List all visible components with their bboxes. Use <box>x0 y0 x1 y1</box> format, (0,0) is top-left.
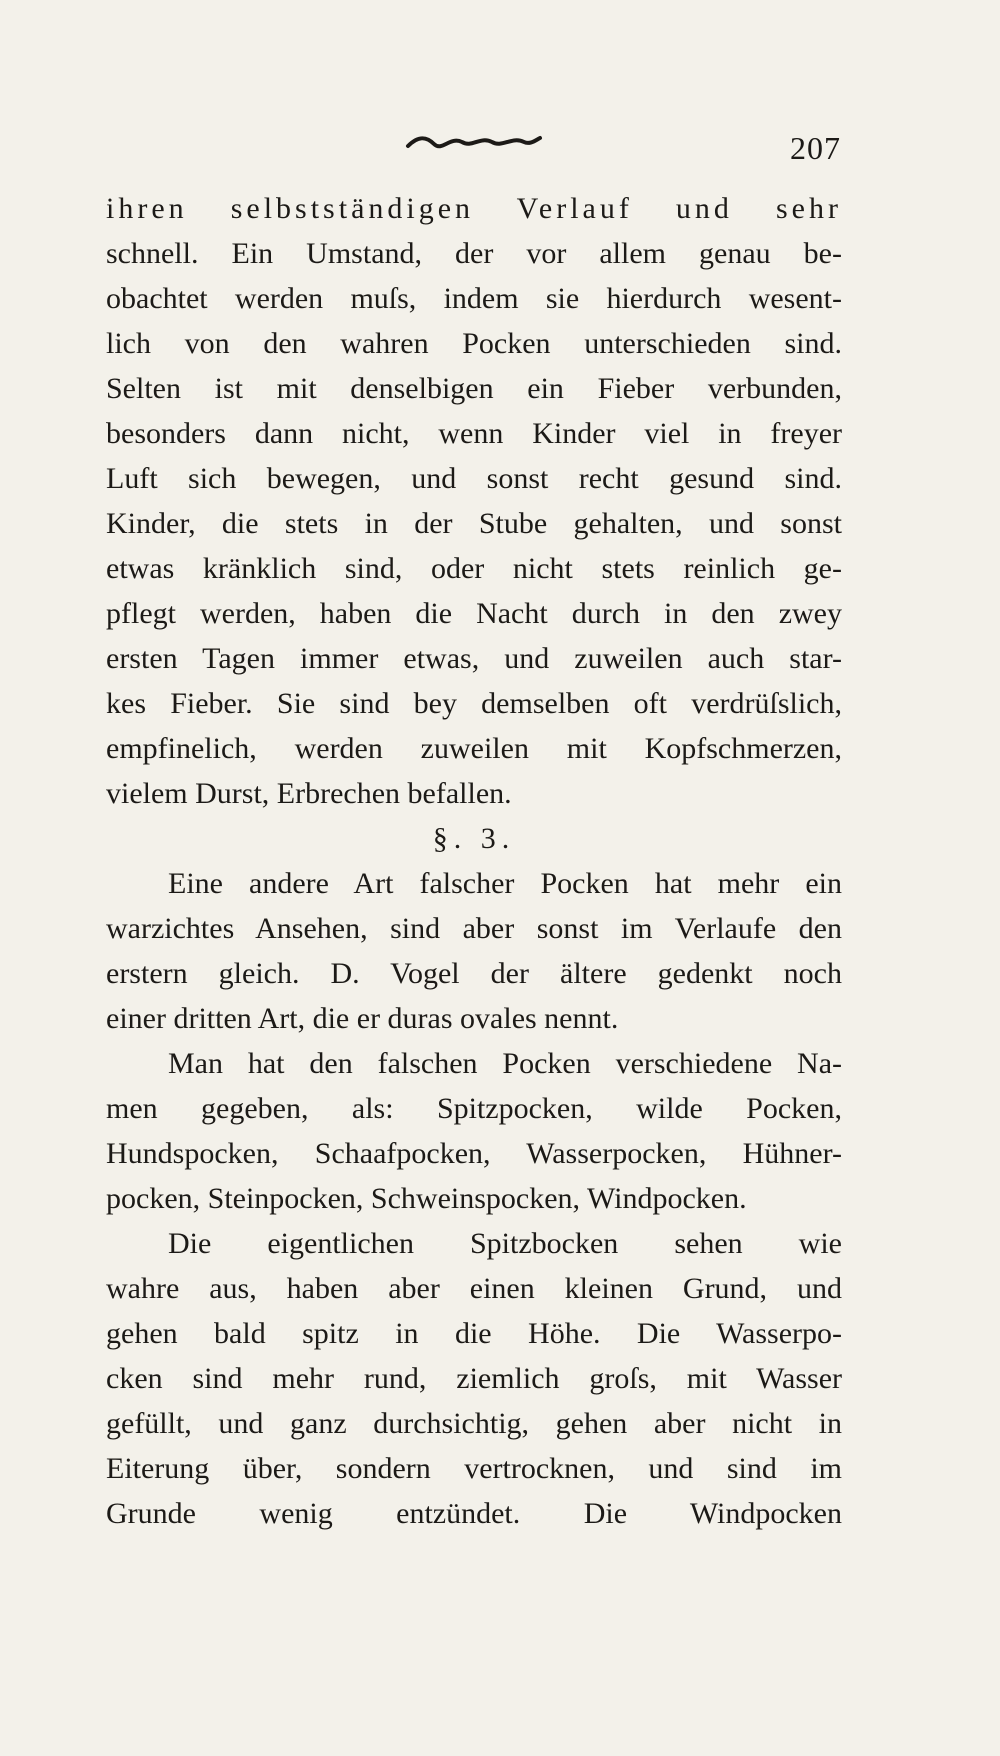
text-line: schnell. Ein Umstand, der vor allem genau be- <box>106 237 842 270</box>
text-line: empfinelich, werden zuweilen mit Kopfschmerzen, <box>106 732 842 765</box>
text-line: Selten ist mit denselbigen ein Fieber verbunden, <box>106 372 842 405</box>
text-line: pflegt werden, haben die Nacht durch in den zwey <box>106 597 842 630</box>
text-line: Grunde wenig entzündet. Die Windpocken <box>106 1497 842 1530</box>
text-line: obachtet werden muſs, indem sie hierdurch wesent- <box>106 282 842 315</box>
text-line: vielem Durst, Erbrechen befallen. <box>106 777 512 810</box>
text-line: cken sind mehr rund, ziemlich groſs, mit Wasser <box>106 1362 842 1395</box>
page-header <box>0 128 1000 168</box>
text-line: gehen bald spitz in die Höhe. Die Wasserpo- <box>106 1317 842 1350</box>
text-line: kes Fieber. Sie sind bey demselben oft verdrüſslich, <box>106 687 842 720</box>
text-line: ersten Tagen immer etwas, und zuweilen auch star- <box>106 642 842 675</box>
body-text <box>106 186 842 1536</box>
section-heading: §. 3. <box>432 822 516 855</box>
text-line: besonders dann nicht, wenn Kinder viel in freyer <box>106 417 842 450</box>
page-number: 207 <box>790 130 841 166</box>
text-line: Luft sich bewegen, und sonst recht gesund sind. <box>106 462 842 495</box>
text-line: ihren selbstständigen Verlauf und sehr <box>106 192 842 225</box>
wavy-ornament-icon <box>404 132 544 154</box>
text-line: Die eigentlichen Spitzbocken sehen wie <box>168 1227 842 1260</box>
text-line: gefüllt, und ganz durchsichtig, gehen aber nicht in <box>106 1407 842 1440</box>
text-line: etwas kränklich sind, oder nicht stets reinlich ge- <box>106 552 842 585</box>
text-line: einer dritten Art, die er duras ovales nennt. <box>106 1002 619 1035</box>
text-line: Eiterung über, sondern vertrocknen, und sind im <box>106 1452 842 1485</box>
text-line: erstern gleich. D. Vogel der ältere gedenkt noch <box>106 957 842 990</box>
text-line: Man hat den falschen Pocken verschiedene Na- <box>168 1047 842 1080</box>
text-line: lich von den wahren Pocken unterschieden sind. <box>106 327 842 360</box>
text-line: men gegeben, als: Spitzpocken, wilde Pocken, <box>106 1092 842 1125</box>
text-line: Hundspocken, Schaafpocken, Wasserpocken, Hühner- <box>106 1137 842 1170</box>
text-line: wahre aus, haben aber einen kleinen Grund, und <box>106 1272 842 1305</box>
text-line: Eine andere Art falscher Pocken hat mehr ein <box>168 867 842 900</box>
text-line: pocken, Steinpocken, Schweinspocken, Windpocken. <box>106 1182 747 1215</box>
text-line: Kinder, die stets in der Stube gehalten, und sonst <box>106 507 842 540</box>
text-line: warzichtes Ansehen, sind aber sonst im Verlaufe den <box>106 912 842 945</box>
